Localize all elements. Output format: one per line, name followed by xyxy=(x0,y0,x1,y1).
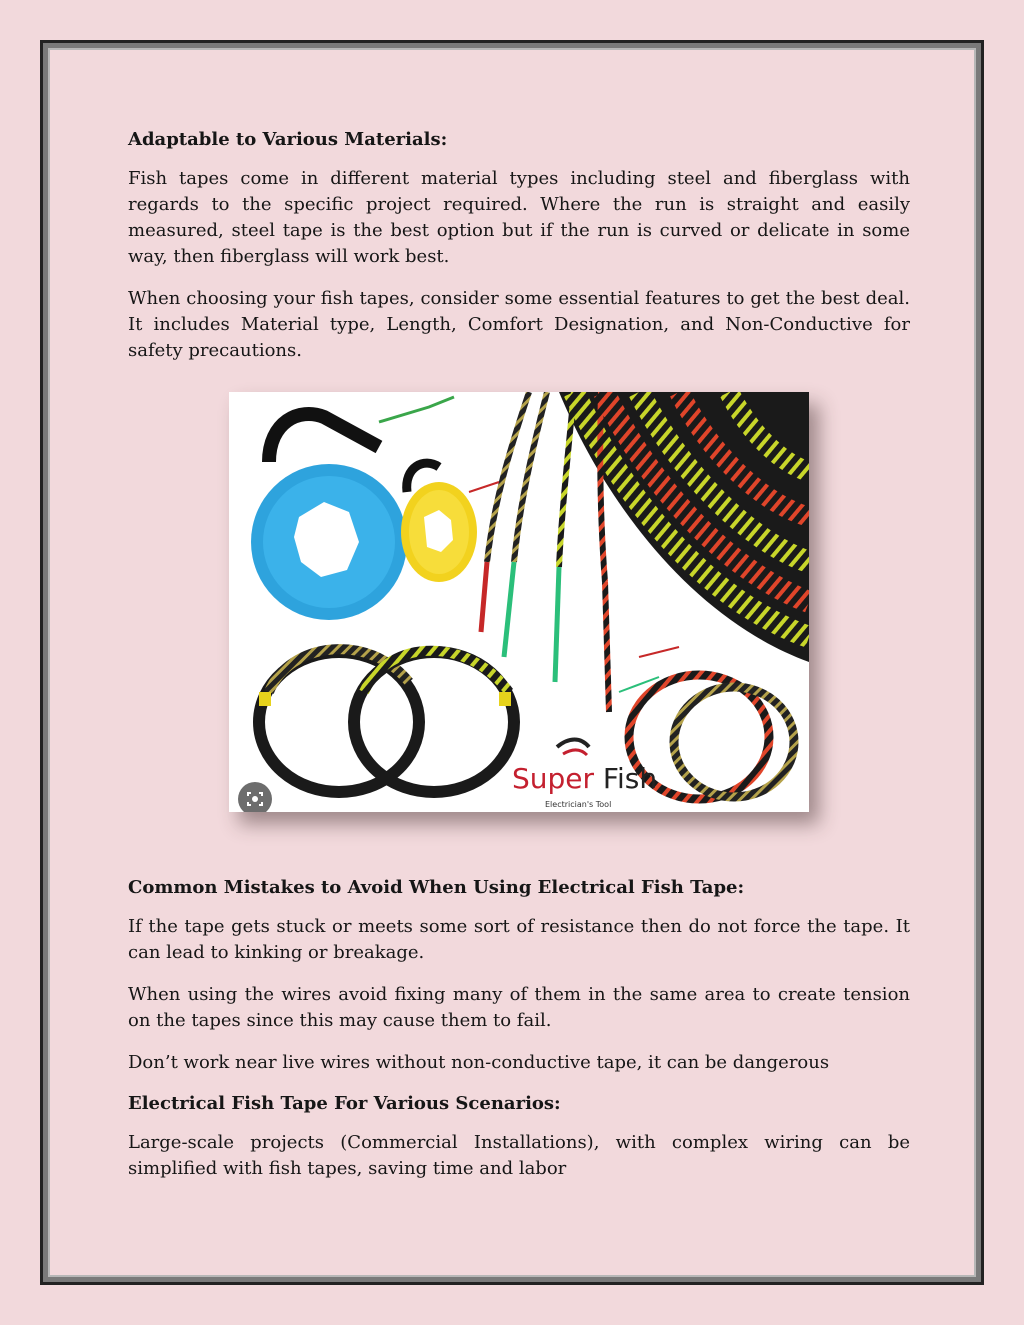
paragraph-choosing-features: When choosing your fish tapes, consider some essential features to get the best deal. It includes Material type, Length, Comfort Designation, and Non-Conductive for safety precautions. xyxy=(128,288,910,361)
fish-tape-product-image xyxy=(229,392,809,812)
logo-fish-text: Fish xyxy=(594,762,658,795)
section-heading-scenarios: Electrical Fish Tape For Various Scenarios: xyxy=(128,1093,561,1114)
super-fish-logo xyxy=(512,762,657,795)
page-frame xyxy=(40,40,984,1285)
section-heading-mistakes: Common Mistakes to Avoid When Using Electrical Fish Tape: xyxy=(128,877,745,898)
black-loops xyxy=(259,649,514,792)
page-frame-inner xyxy=(48,48,976,1277)
paragraph-material-types: Fish tapes come in different material types including steel and fiberglass with regards to the specific project required. Where the run is straight and easily measured, steel tape is the best option but if the run is curved or delicate in some way, then fiberglass will work best. xyxy=(128,168,910,267)
coil-bundle xyxy=(559,392,809,662)
logo-tagline: Electrician's Tool xyxy=(545,800,612,809)
logo-super-text: Super xyxy=(512,762,595,795)
lens-glyph xyxy=(245,789,265,809)
super-fish-logo-mark xyxy=(557,740,589,756)
paragraph-tape-stuck: If the tape gets stuck or meets some sort of resistance then do not force the tape. It can lead to kinking or breakage. xyxy=(128,916,910,963)
lens-icon[interactable] xyxy=(238,782,272,812)
document-content xyxy=(128,128,910,1198)
paragraph-wire-tension: When using the wires avoid fixing many of them in the same area to create tension on the tapes since this may cause them to fail. xyxy=(128,984,910,1031)
paragraph-live-wires: Don’t work near live wires without non-conductive tape, it can be dangerous xyxy=(128,1052,830,1073)
yellow-reel xyxy=(401,463,499,582)
fish-tape-illustration xyxy=(229,392,809,812)
paragraph-large-scale: Large-scale projects (Commercial Installations), with complex wiring can be simplified with fish tapes, saving time and labor xyxy=(128,1132,910,1179)
section-heading-materials: Adaptable to Various Materials: xyxy=(128,129,448,150)
